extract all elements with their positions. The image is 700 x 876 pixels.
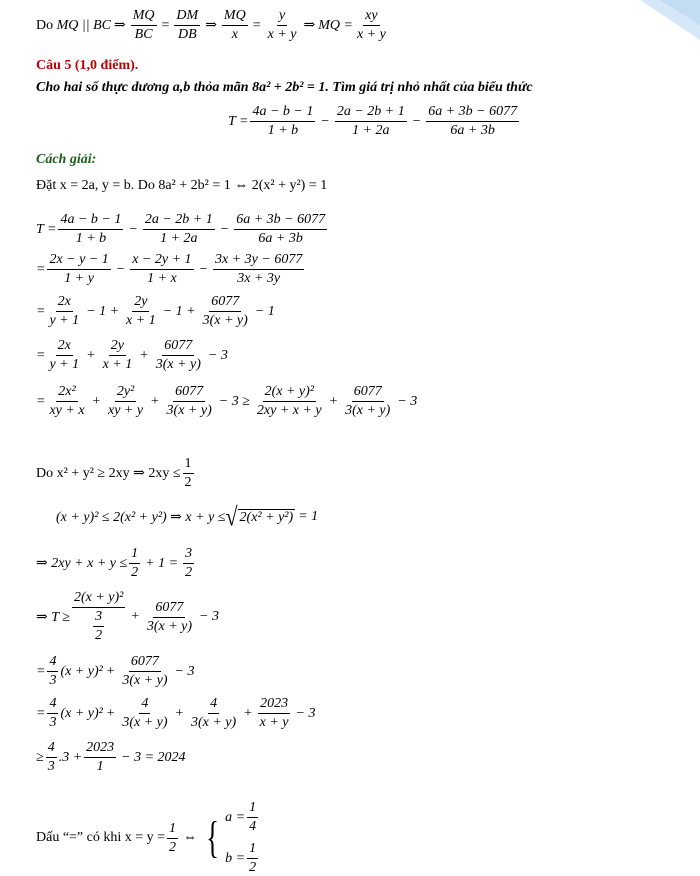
step-3: ⇒ 2xy + x + y ≤ $\frac{1}{2}$ + 1 = $\frac{3}{2}$ [36, 546, 193, 581]
step-4: ⇒ T ≥ $\frac{\text{2(x + y)²}}{\frac{3}{2}}$ + $\frac{6077}{3(x + y)}$ − 3 [36, 590, 219, 644]
text-do: Do [36, 17, 54, 33]
mq-line: Do MQ || BC ⇒ $\frac{MQ}{BC}$ = $\frac{DM}{DB}$ ⇒ $\frac{MQ}{x}$ = $\frac{y}{x + y}$ ⇒ MQ = $\frac{xy}{x + y}$ [36, 8, 386, 43]
arrow: ⇒ [113, 18, 126, 34]
condition: MQ || BC [56, 17, 111, 33]
solution-heading: Cách giải: [36, 152, 97, 167]
frac-mq-bc: $\frac{MQ}{BC}$ [132, 8, 155, 43]
t-line-3: = $\frac{2x}{y + 1}$ − 1 + $\frac{2y}{x + 1}$ − 1 + $\frac{6077}{3(x + y)}$ − 1 [36, 294, 275, 329]
problem-statement: Cho hai số thực dương a,b thỏa mãn 8a² + 2b² = 1. Tìm giá trị nhỏ nhất của biểu thức [36, 80, 533, 95]
step-6: = $\frac{4}{3}$ (x + y)² + $\frac{4}{3(x + y)}$ + $\frac{4}{3(x + y)}$ + $\frac{2023}{x + y}$ − 3 [36, 696, 316, 731]
question-heading: Câu 5 (1,0 điểm). [36, 58, 139, 73]
frac-y-xpy: $\frac{y}{x + y}$ [267, 8, 297, 43]
substitution-line: Đặt x = 2a, y = b. Do 8a² + 2b² = 1 ⇔ 2(x² + y²) = 1 [36, 178, 328, 193]
t-line-2: = $\frac{2x - y - 1}{1 + y}$ − $\frac{x - 2y + 1}{1 + x}$ − $\frac{3x + 3y - 6077}{3x + 3y}$ [36, 252, 303, 287]
sqrt-inequality: (x + y)² ≤ 2(x² + y²) ⇒ x + y ≤ √ 2(x² + y²) = 1 [56, 501, 319, 532]
frac-dm-db: $\frac{DM}{DB}$ [176, 8, 199, 43]
step-5: = $\frac{4}{3}$ (x + y)² + $\frac{6077}{3(x + y)}$ − 3 [36, 654, 195, 689]
step-7: ≥ $\frac{4}{3}$ .3 + $\frac{2023}{1}$ − 3 = 2024 [36, 740, 186, 775]
equation-system: a = $\frac{1}{4}$ b = $\frac{1}{2}$ [225, 800, 257, 876]
t-expression: T = $\frac{4a - b - 1}{1 + b}$ − $\frac{2a - 2b + 1}{1 + 2a}$ − $\frac{6a + 3b - 6077}{6a + 3b}$ [228, 104, 518, 139]
corner-decoration [640, 0, 700, 40]
equality-line: Dấu “=” có khi x = y = $\frac{1}{2}$ ⇔ { a = $\frac{1}{4}$ b = $\frac{1}{2}$ [36, 800, 260, 876]
sqrt: √ 2(x² + y²) [225, 501, 294, 532]
do-line: Do x² + y² ≥ 2xy ⇒ 2xy ≤ $\frac{1}{2}$ [36, 456, 192, 491]
frac-mq-x: $\frac{MQ}{x}$ [223, 8, 246, 43]
t-line-1: T = $\frac{4a - b - 1}{1 + b}$ − $\frac{2a - 2b + 1}{1 + 2a}$ − $\frac{6a + 3b - 6077}{6a + 3b}$ [36, 212, 326, 247]
t-line-5: = $\frac{\text{2x²}}{xy + x}$ + $\frac{\text{2y²}}{xy + y}$ + $\frac{6077}{3(x + y)}$ − 3 ≥ $\frac{\text{2(x + y)²}}{2xy + x + y}$ + $\frac{6077}{3(x + y)}$ − 3 [36, 384, 418, 419]
frac-xy-xpy: $\frac{xy}{x + y}$ [356, 8, 386, 43]
brace: { [206, 813, 219, 863]
mq-result: MQ = [318, 17, 353, 33]
t-line-4: = $\frac{2x}{y + 1}$ + $\frac{2y}{x + 1}$ + $\frac{6077}{3(x + y)}$ − 3 [36, 338, 228, 373]
